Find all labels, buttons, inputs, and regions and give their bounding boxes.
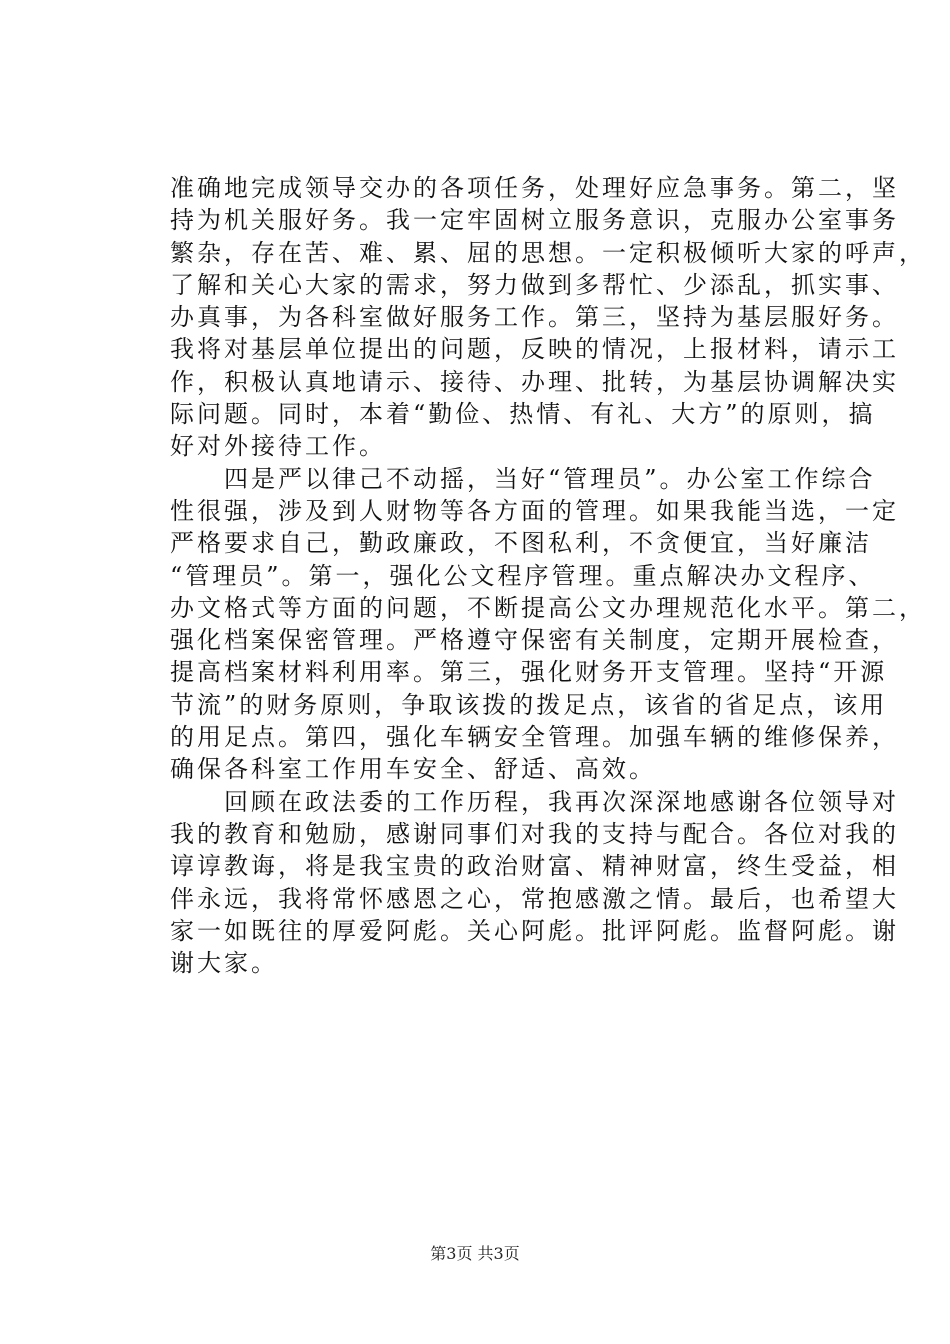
text-line: 准确地完成领导交办的各项任务，处理好应急事务。第二，坚	[170, 174, 899, 202]
text-line: 作，积极认真地请示、接待、办理、批转，为基层协调解决实	[170, 367, 899, 396]
text-line: 持为机关服好务。我一定牢固树立服务意识，克服办公室事务	[170, 206, 899, 235]
page-number-footer: 第3页 共3页	[430, 1244, 520, 1263]
text-line: 提高档案材料利用率。第三，强化财务开支管理。坚持“开源	[170, 658, 888, 687]
text-line: 谢大家。	[170, 949, 278, 978]
text-line: 确保各科室工作用车安全、舒适、高效。	[170, 755, 656, 784]
text-line: 节流”的财务原则，争取该拨的拨足点，该省的省足点，该用	[170, 690, 888, 719]
text-line: 家一如既往的厚爱阿彪。关心阿彪。批评阿彪。监督阿彪。谢	[170, 916, 899, 945]
text-line: “管理员”。第一，强化公文程序管理。重点解决办文程序、	[170, 561, 876, 590]
text-line: 性很强，涉及到人财物等各方面的管理。如果我能当选，一定	[170, 496, 899, 525]
text-line: 我的教育和勉励，感谢同事们对我的支持与配合。各位对我的	[170, 819, 899, 848]
text-line: 好对外接待工作。	[170, 432, 386, 461]
text-line: 的用足点。第四，强化车辆安全管理。加强车辆的维修保养，	[170, 723, 899, 752]
text-line: 了解和关心大家的需求，努力做到多帮忙、少添乱，抓实事、	[170, 270, 899, 299]
text-line: 办真事，为各科室做好服务工作。第三，坚持为基层服好务。	[170, 303, 899, 332]
text-line: 伴永远，我将常怀感恩之心，常抱感激之情。最后，也希望大	[170, 884, 899, 913]
text-line: 繁杂，存在苦、难、累、屈的思想。一定积极倾听大家的呼声，	[170, 238, 926, 267]
text-line: 谆谆教诲，将是我宝贵的政治财富、精神财富，终生受益，相	[170, 852, 899, 881]
text-line: 严格要求自己，勤政廉政，不图私利，不贪便宜，当好廉洁	[170, 529, 872, 558]
text-line: 四是严以律己不动摇，当好“管理员”。办公室工作综合	[170, 464, 876, 493]
text-line: 际问题。同时，本着“勤俭、热情、有礼、大方”的原则，搞	[170, 400, 876, 429]
text-line: 办文格式等方面的问题，不断提高公文办理规范化水平。第二，	[170, 593, 926, 622]
text-line: 我将对基层单位提出的问题，反映的情况，上报材料，请示工	[170, 335, 899, 364]
document-body	[170, 172, 926, 979]
text-line: 强化档案保密管理。严格遵守保密有关制度，定期开展检查，	[170, 626, 899, 655]
text-line: 回顾在政法委的工作历程，我再次深深地感谢各位领导对	[170, 787, 899, 816]
